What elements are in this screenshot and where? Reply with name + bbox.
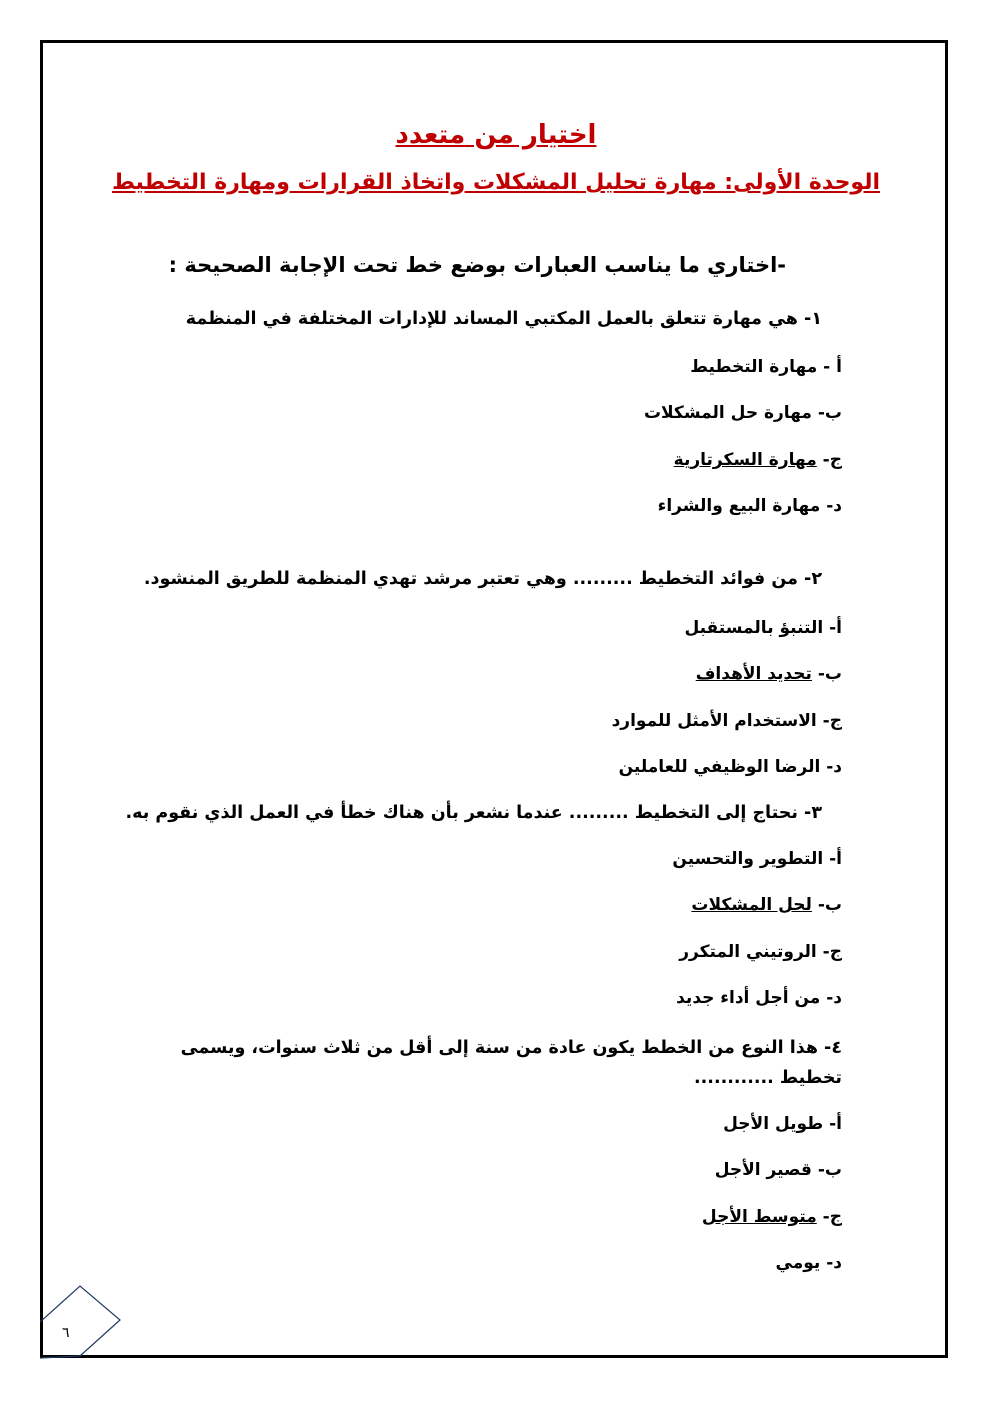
q3-option-a xyxy=(672,849,842,869)
option-text: التنبؤ بالمستقبل xyxy=(684,618,824,638)
page-number: ٦ xyxy=(62,1325,70,1341)
question-4: ٤- هذا النوع من الخطط يكون عادة من سنة إلى أقل من ثلاث سنوات، ويسمى تخطيط ............ xyxy=(180,1038,842,1088)
option-text: التطوير والتحسين xyxy=(672,849,824,869)
unit-title: الوحدة الأولى: مهارة تحليل المشكلات واتخاذ القرارات ومهارة التخطيط xyxy=(111,170,881,195)
option-text: مهارة حل المشكلات xyxy=(643,403,812,423)
instruction-text: -اختاري ما يناسب العبارات بوضع خط تحت الإجابة الصحيحة : xyxy=(168,253,786,277)
q3-option-c xyxy=(679,942,842,962)
question-3: ٣- نحتاج إلى التخطيط ......... عندما نشعر بأن هناك خطأ في العمل الذي نقوم به. xyxy=(125,803,822,823)
correct-answer: لحل المشكلات xyxy=(691,895,812,915)
option-prefix: ب- xyxy=(811,895,842,915)
option-prefix: أ- xyxy=(823,618,842,638)
option-prefix: أ- xyxy=(823,1114,842,1134)
option-text: مهارة البيع والشراء xyxy=(657,496,821,516)
q1-option-a xyxy=(690,357,842,377)
option-prefix: أ- xyxy=(823,849,842,869)
option-text: الروتيني المتكرر xyxy=(679,942,817,962)
option-prefix: ب- xyxy=(811,664,842,684)
option-prefix: د- xyxy=(820,757,842,777)
question-2: ٢- من فوائد التخطيط ......... وهي تعتبر مرشد تهدي المنظمة للطريق المنشود. xyxy=(143,569,822,589)
page-number-shape xyxy=(40,1284,122,1360)
option-text: الرضا الوظيفي للعاملين xyxy=(618,757,821,777)
option-text: قصير الأجل xyxy=(714,1160,812,1180)
correct-answer: متوسط الأجل xyxy=(701,1207,817,1227)
q4-option-b xyxy=(715,1160,842,1180)
q4-option-d xyxy=(776,1253,842,1273)
question-1: ١- هي مهارة تتعلق بالعمل المكتبي المساند للإدارات المختلفة في المنظمة xyxy=(185,309,822,329)
option-prefix: ج- xyxy=(816,450,842,470)
option-prefix: ج- xyxy=(816,1207,842,1227)
option-prefix: د- xyxy=(820,1253,842,1273)
option-prefix: أ - xyxy=(817,357,842,377)
q1-option-d xyxy=(658,496,842,516)
q4-option-a xyxy=(723,1114,842,1134)
option-prefix: ج- xyxy=(816,711,842,731)
option-prefix: ب- xyxy=(811,403,842,423)
q4-option-c xyxy=(702,1207,842,1227)
option-prefix: د- xyxy=(820,988,842,1008)
correct-answer: مهارة السكرتارية xyxy=(673,450,817,470)
q2-option-d xyxy=(619,757,842,777)
q1-option-c xyxy=(674,450,842,470)
option-text: طويل الأجل xyxy=(723,1114,824,1134)
q3-option-d xyxy=(676,988,842,1008)
q2-option-b xyxy=(696,664,842,684)
option-text: مهارة التخطيط xyxy=(690,357,818,377)
option-prefix: ج- xyxy=(816,942,842,962)
q3-option-b xyxy=(691,895,842,915)
option-prefix: ب- xyxy=(811,1160,842,1180)
q1-option-b xyxy=(644,403,842,423)
q2-option-a xyxy=(684,618,842,638)
option-text: من أجل أداء جديد xyxy=(676,988,821,1008)
page-title: اختيار من متعدد xyxy=(395,120,597,150)
correct-answer: تحديد الأهداف xyxy=(695,664,812,684)
option-prefix: د- xyxy=(820,496,842,516)
q2-option-c xyxy=(612,711,842,731)
option-text: الاستخدام الأمثل للموارد xyxy=(611,711,817,731)
option-text: يومي xyxy=(775,1253,821,1273)
